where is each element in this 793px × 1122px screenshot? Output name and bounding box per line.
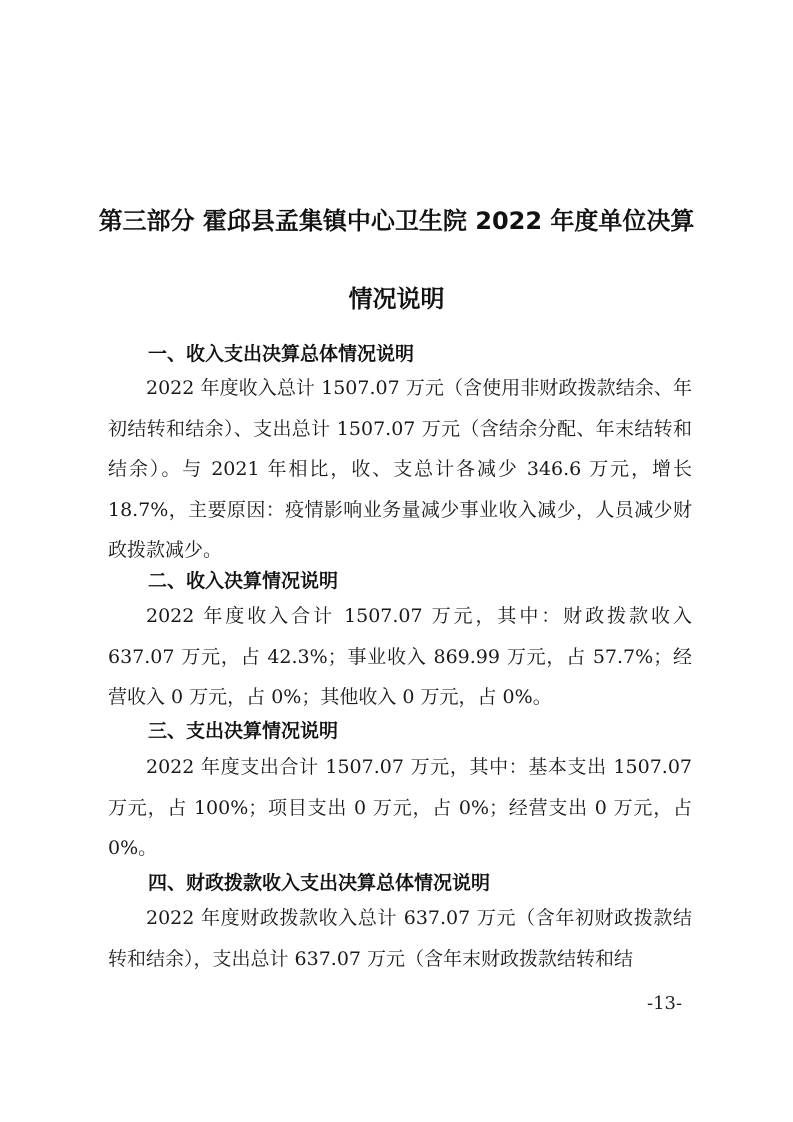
section-body-4: 2022 年度财政拨款收入总计 637.07 万元（含年初财政拨款结转和结余），支出总计 637.07 万元（含年末财政拨款结转和结: [108, 907, 692, 970]
section-body-1: 2022 年度收入总计 1507.07 万元（含使用非财政拨款结余、年初结转和结余）、支出总计 1507.07 万元（含结余分配、年末结转和结余）。与 2021 年相比，收、支总计各减少 346.6 万元，增长 18.7%，主要原因：疫情影响业务量减少事业收入减少，人员减少财政拨款减少。: [108, 377, 692, 561]
section-heading-2: 二、收入决算情况说明: [148, 570, 339, 592]
section-heading-1: 一、收入支出决算总体情况说明: [148, 343, 415, 365]
document-title-line2: 情况说明: [348, 285, 445, 313]
page-number: -13-: [647, 993, 683, 1014]
section-heading-4: 四、财政拨款收入支出决算总体情况说明: [148, 872, 491, 894]
document-title-line1: 第三部分 霍邱县孟集镇中心卫生院 2022 年度单位决算: [98, 207, 695, 235]
section-body-2: 2022 年度收入合计 1507.07 万元，其中：财政拨款收入 637.07 万元，占 42.3%；事业收入 869.99 万元，占 57.7%；经营收入 0 万元，占 0%；其他收入 0 万元，占 0%。: [108, 605, 692, 708]
section-heading-3: 三、支出决算情况说明: [148, 720, 339, 742]
section-body-3: 2022 年度支出合计 1507.07 万元，其中：基本支出 1507.07 万元，占 100%；项目支出 0 万元，占 0%；经营支出 0 万元，占 0%。: [108, 756, 692, 859]
